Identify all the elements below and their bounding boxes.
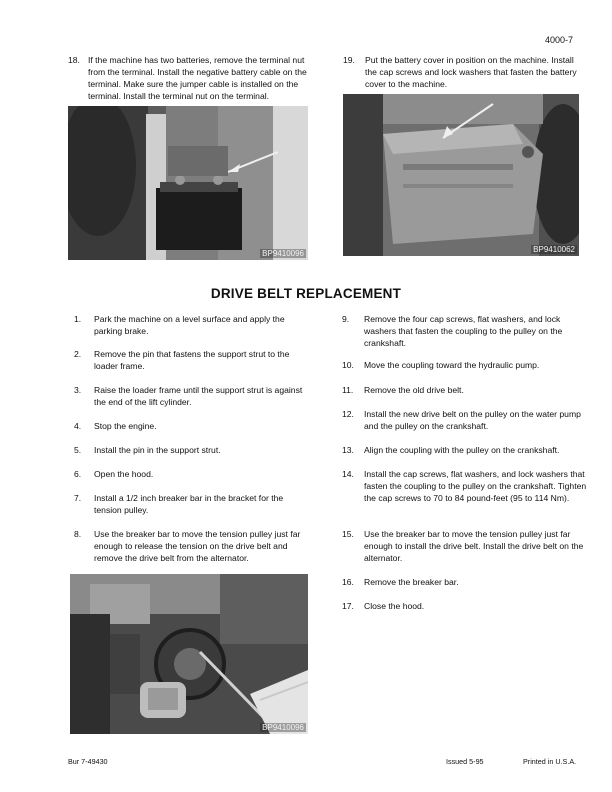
step-number: 7. [74, 493, 82, 503]
breaker-bar-photo-illustration [70, 574, 308, 734]
step-text: Remove the four cap screws, flat washers, and lock washers that fasten the coupling to the pulley on the crankshaft. [364, 314, 563, 348]
step-text: Install the pin in the support strut. [94, 445, 221, 455]
step-8 [74, 528, 312, 564]
step-9 [342, 313, 588, 349]
battery-cover-photo [343, 94, 579, 256]
step-12 [342, 408, 588, 432]
step-text: Remove the breaker bar. [364, 577, 459, 587]
step-number: 19. [343, 55, 355, 65]
step-5 [74, 444, 312, 456]
step-number: 4. [74, 421, 82, 431]
step-6 [74, 468, 312, 480]
step-number: 14. [342, 469, 354, 479]
step-text: Raise the loader frame until the support strut is against the end of the lift cylinder. [94, 385, 303, 407]
step-number: 13. [342, 445, 354, 455]
step-text: Remove the pin that fastens the support strut to the loader frame. [94, 349, 290, 371]
footer-issued: Issued 5-95 [446, 757, 484, 766]
step-number: 9. [342, 314, 350, 324]
step-number: 17. [342, 601, 354, 611]
step-text: Remove the old drive belt. [364, 385, 464, 395]
step-16 [342, 576, 588, 588]
breaker-bar-photo [70, 574, 308, 734]
page-number: 4000-7 [545, 35, 574, 45]
step-number: 12. [342, 409, 354, 419]
battery-cover-photo-illustration [343, 94, 579, 256]
step-text: Put the battery cover in position on the machine. Install the cap screws and lock washers that fasten the battery cover to the machine. [365, 55, 577, 89]
step-3 [74, 384, 312, 408]
step-1 [74, 313, 312, 337]
photo-caption: BP9410062 [533, 245, 575, 254]
step-11 [342, 384, 588, 396]
step-number: 10. [342, 360, 354, 370]
photo-caption: BP9410096 [262, 723, 304, 732]
battery-photo-illustration [68, 106, 308, 260]
photo-caption: BP9410096 [262, 249, 304, 258]
step-7 [74, 492, 312, 516]
step-18 [68, 54, 312, 102]
step-text: Install the cap screws, flat washers, and lock washers that fasten the coupling to the pulley on the crankshaft. Tighten the cap screws to 70 to 84 pound-feet (95 to 114 Nm). [364, 469, 587, 503]
step-text: Use the breaker bar to move the tension pulley just far enough to install the drive belt. Install the drive belt on the alternator. [364, 529, 584, 563]
step-text: Move the coupling toward the hydraulic pump. [364, 360, 540, 370]
footer-printed: Printed in U.S.A. [523, 757, 577, 766]
step-number: 5. [74, 445, 82, 455]
step-4 [74, 420, 312, 432]
step-number: 8. [74, 529, 82, 539]
step-15 [342, 528, 588, 564]
step-text: Use the breaker bar to move the tension pulley just far enough to release the tension on the drive belt and remove the drive belt from the alternator. [94, 529, 301, 563]
step-number: 6. [74, 469, 82, 479]
battery-photo [68, 106, 308, 260]
step-number: 1. [74, 314, 82, 324]
step-number: 3. [74, 385, 82, 395]
step-number: 18. [68, 55, 80, 65]
footer-doc-number: Bur 7-49430 [68, 757, 108, 766]
step-text: Install a 1/2 inch breaker bar in the bracket for the tension pulley. [94, 493, 284, 515]
step-text: Install the new drive belt on the pulley on the water pump and the pulley on the crankshaft. [364, 409, 581, 431]
step-2 [74, 348, 312, 372]
step-13 [342, 444, 588, 456]
step-number: 16. [342, 577, 354, 587]
step-text: Close the hood. [364, 601, 425, 611]
step-17 [342, 600, 588, 612]
step-19 [343, 54, 587, 90]
step-number: 15. [342, 529, 354, 539]
step-text: If the machine has two batteries, remove the terminal nut from the terminal. Install the negative battery cable on the terminal. Make sure the jumper cable is installed on the terminal. Install the terminal nut on the terminal. [88, 55, 307, 101]
step-text: Open the hood. [94, 469, 154, 479]
step-14 [342, 468, 588, 504]
step-number: 2. [74, 349, 82, 359]
step-text: Park the machine on a level surface and apply the parking brake. [94, 314, 285, 336]
step-text: Stop the engine. [94, 421, 157, 431]
step-number: 11. [342, 385, 354, 395]
step-text: Align the coupling with the pulley on the crankshaft. [364, 445, 560, 455]
step-10 [342, 359, 588, 371]
section-title: DRIVE BELT REPLACEMENT [210, 286, 402, 301]
